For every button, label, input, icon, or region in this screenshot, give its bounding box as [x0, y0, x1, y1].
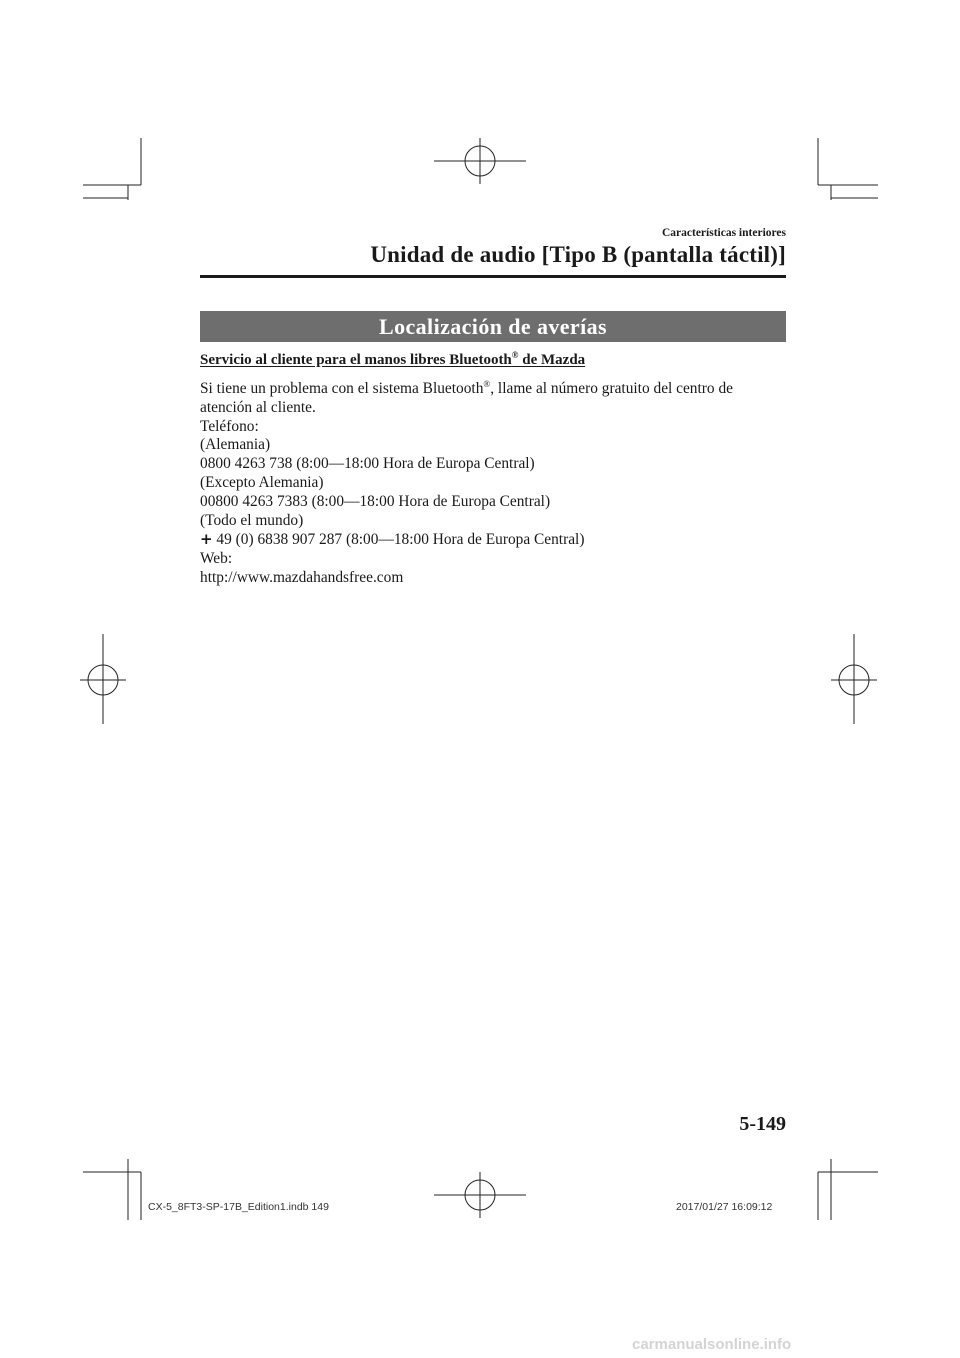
registered-mark: ® [483, 378, 491, 389]
phone-label: Teléfono: [200, 417, 259, 435]
world-label: (Todo el mundo) [200, 511, 304, 529]
body-text [200, 380, 786, 588]
subheading [200, 352, 585, 369]
watermark: carmanualsonline.info [632, 1336, 792, 1353]
except-number: 00800 4263 7383 (8:00—18:00 Hora de Europa Central) [200, 492, 551, 510]
page-number: 5-149 [739, 1113, 786, 1135]
world-number-line [200, 530, 786, 550]
except-label: (Excepto Alemania) [200, 473, 324, 491]
footer-timestamp: 2017/01/27 16:09:12 [676, 1201, 773, 1213]
subheading-suffix: de Mazda [518, 352, 586, 368]
header-divider [200, 275, 786, 278]
banner-title: Localización de averías [379, 313, 607, 339]
intro-text: Si tiene un problema con el sistema Bluetooth [200, 380, 484, 397]
intro-line [200, 380, 786, 399]
footer-file: CX-5_8FT3-SP-17B_Edition1.indb 149 [148, 1201, 329, 1213]
section-banner [200, 311, 786, 342]
registered-mark: ® [511, 350, 519, 360]
germany-number: 0800 4263 738 (8:00—18:00 Hora de Europa Central) [200, 455, 535, 473]
section-label: Características interiores [661, 227, 786, 239]
world-number: 49 (0) 6838 907 287 (8:00—18:00 Hora de Europa Central) [212, 531, 585, 549]
intro-text-end: , llame al número gratuito del centro de [490, 380, 733, 397]
intro-line-2: atención al cliente. [200, 398, 316, 416]
germany-label: (Alemania) [200, 436, 271, 454]
web-url: http://www.mazdahandsfree.com [200, 568, 404, 586]
web-label: Web: [200, 550, 233, 568]
plus-icon: + [200, 530, 213, 549]
subheading-text: Servicio al cliente para el manos libres Bluetooth [200, 352, 512, 368]
page-title: Unidad de audio [Tipo B (pantalla táctil)] [370, 242, 786, 267]
